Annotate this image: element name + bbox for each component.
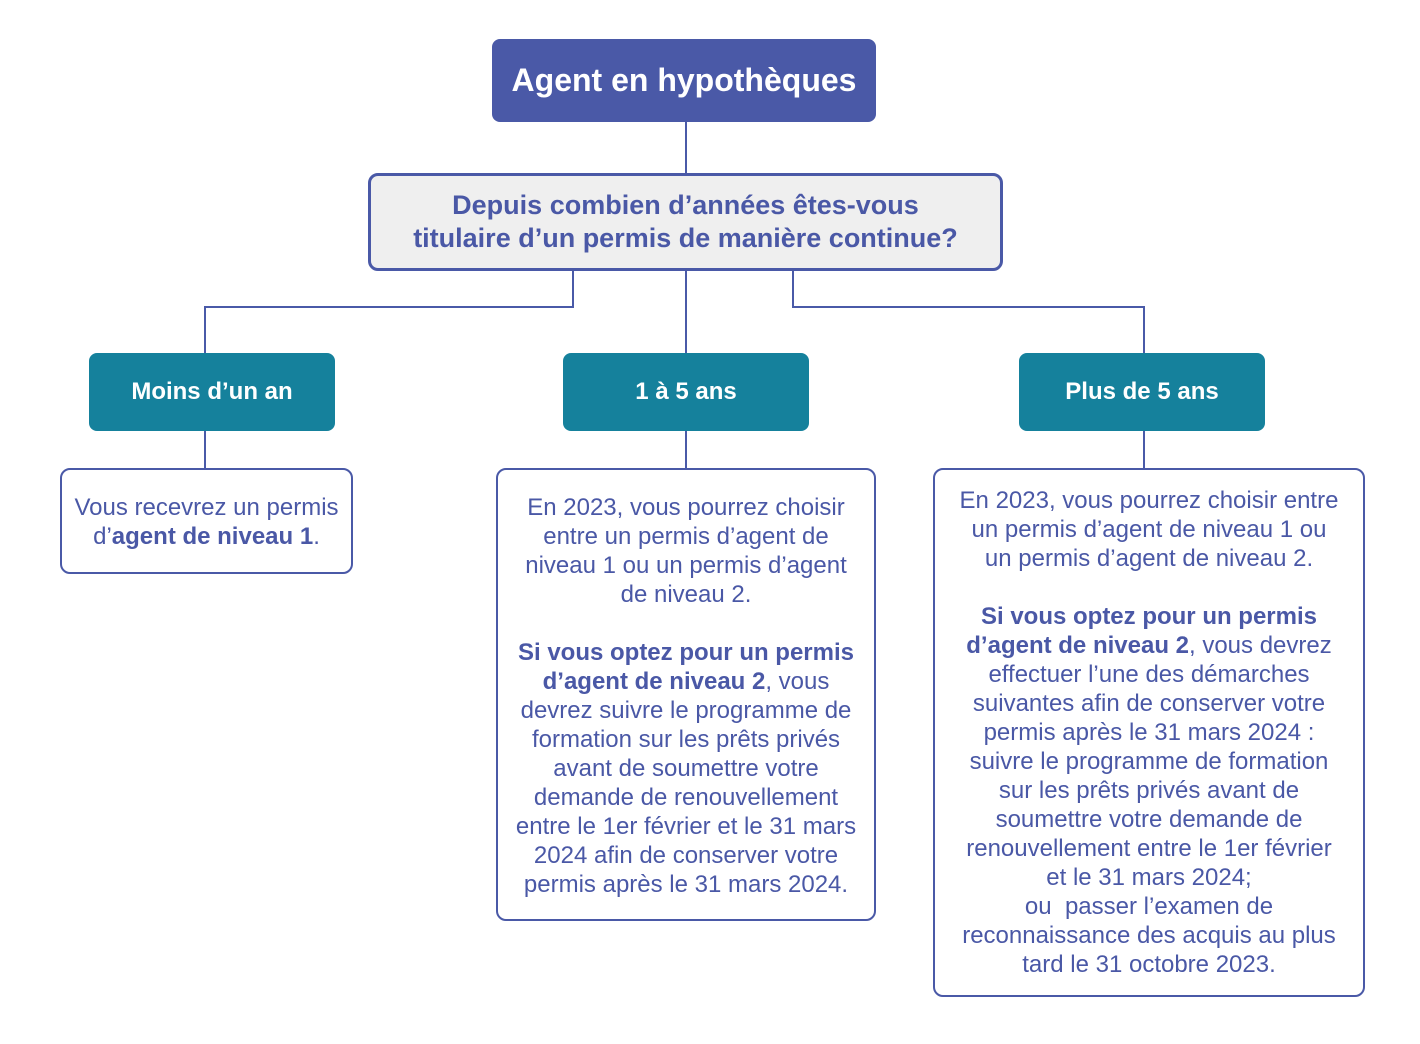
detail-line	[498, 754, 874, 783]
detail-text: soumettre votre demande de	[995, 806, 1303, 833]
root-node-label: Agent en hypothèques	[511, 62, 857, 98]
question-node	[368, 173, 1003, 271]
branch-label: Plus de 5 ans	[1065, 378, 1219, 405]
detail-text: demande de renouvellement	[533, 784, 839, 811]
detail-text: permis après le 31 mars 2024.	[523, 871, 849, 898]
detail-line	[935, 718, 1363, 747]
detail-paragraph	[498, 638, 874, 899]
branch-node-less-than-one-year	[89, 353, 335, 431]
detail-line	[498, 522, 874, 551]
detail-paragraph	[498, 493, 874, 609]
detail-line	[498, 667, 874, 696]
detail-line	[498, 638, 874, 667]
detail-line	[935, 602, 1363, 631]
detail-box-one-to-five-years	[496, 468, 876, 921]
detail-emphasis-text: Si vous optez pour un permis	[980, 603, 1318, 630]
detail-line	[935, 834, 1363, 863]
detail-text: entre le 1er février et le 31 mars	[515, 813, 857, 840]
detail-text: En 2023, vous pourrez choisir	[527, 494, 845, 521]
branch-node-more-than-five-years	[1019, 353, 1265, 431]
detail-line	[498, 696, 874, 725]
branch-label: 1 à 5 ans	[635, 378, 737, 405]
detail-paragraph	[62, 493, 351, 551]
detail-line	[935, 544, 1363, 573]
connector-question-to-branch-right	[793, 271, 1144, 353]
detail-line	[498, 580, 874, 609]
detail-line	[935, 921, 1363, 950]
detail-text: ou passer l’examen de	[1024, 893, 1274, 920]
connector-question-to-branch-left	[205, 271, 573, 353]
detail-line	[935, 486, 1363, 515]
detail-box-less-than-one-year	[60, 468, 353, 574]
detail-text: reconnaissance des acquis au plus	[962, 922, 1336, 949]
detail-line	[498, 493, 874, 522]
detail-text: , vous devrez	[1189, 632, 1332, 659]
detail-text: un permis d’agent de niveau 1 ou	[971, 516, 1327, 543]
detail-text: sur les prêts privés avant de	[998, 777, 1300, 804]
detail-line	[498, 783, 874, 812]
detail-text: devrez suivre le programme de	[520, 697, 852, 724]
detail-paragraph	[935, 602, 1363, 979]
detail-text: renouvellement entre le 1er février	[966, 835, 1332, 862]
detail-text: , vous	[765, 668, 830, 695]
detail-line	[62, 493, 351, 522]
detail-text: En 2023, vous pourrez choisir entre	[959, 487, 1339, 514]
detail-text: de niveau 2.	[620, 581, 752, 608]
detail-emphasis-text: agent de niveau 1	[111, 523, 314, 550]
detail-line	[935, 892, 1363, 921]
root-node	[492, 39, 876, 122]
detail-text: 2024 afin de conserver votre	[533, 842, 839, 869]
detail-line	[498, 870, 874, 899]
detail-line	[498, 551, 874, 580]
detail-line	[935, 863, 1363, 892]
detail-text: Vous recevrez un permis	[74, 494, 339, 521]
detail-line	[935, 950, 1363, 979]
detail-text: un permis d’agent de niveau 2.	[984, 545, 1314, 572]
branch-node-one-to-five-years	[563, 353, 809, 431]
detail-text: niveau 1 ou un permis d’agent	[525, 552, 847, 579]
detail-text: formation sur les prêts privés	[531, 726, 841, 753]
detail-text: effectuer l’une des démarches	[988, 661, 1310, 688]
detail-line	[498, 812, 874, 841]
detail-text: entre un permis d’agent de	[543, 523, 829, 550]
detail-line	[935, 776, 1363, 805]
detail-text: avant de soumettre votre	[553, 755, 819, 782]
detail-line	[935, 631, 1363, 660]
detail-line	[935, 660, 1363, 689]
question-line: Depuis combien d’années êtes-vous	[452, 190, 919, 220]
detail-line	[935, 805, 1363, 834]
detail-text: suivantes afin de conserver votre	[972, 690, 1326, 717]
branch-label: Moins d’un an	[131, 378, 293, 405]
detail-box-more-than-five-years	[933, 468, 1365, 997]
detail-line	[62, 522, 351, 551]
detail-text: suivre le programme de formation	[969, 748, 1329, 775]
detail-emphasis-text: d’agent de niveau 2	[966, 632, 1189, 659]
detail-text: tard le 31 octobre 2023.	[1022, 951, 1276, 978]
detail-text: .	[313, 523, 320, 550]
detail-emphasis-text: d’agent de niveau 2	[542, 668, 766, 695]
detail-line	[935, 747, 1363, 776]
detail-emphasis-text: Si vous optez pour un permis	[517, 639, 855, 666]
detail-line	[498, 725, 874, 754]
detail-text: permis après le 31 mars 2024 :	[983, 719, 1315, 746]
detail-line	[935, 515, 1363, 544]
detail-line	[935, 689, 1363, 718]
detail-text: et le 31 mars 2024;	[1046, 864, 1252, 891]
detail-line	[498, 841, 874, 870]
question-line: titulaire d’un permis de manière continue?	[413, 223, 958, 253]
detail-text: d’	[93, 523, 112, 550]
detail-paragraph	[935, 486, 1363, 573]
